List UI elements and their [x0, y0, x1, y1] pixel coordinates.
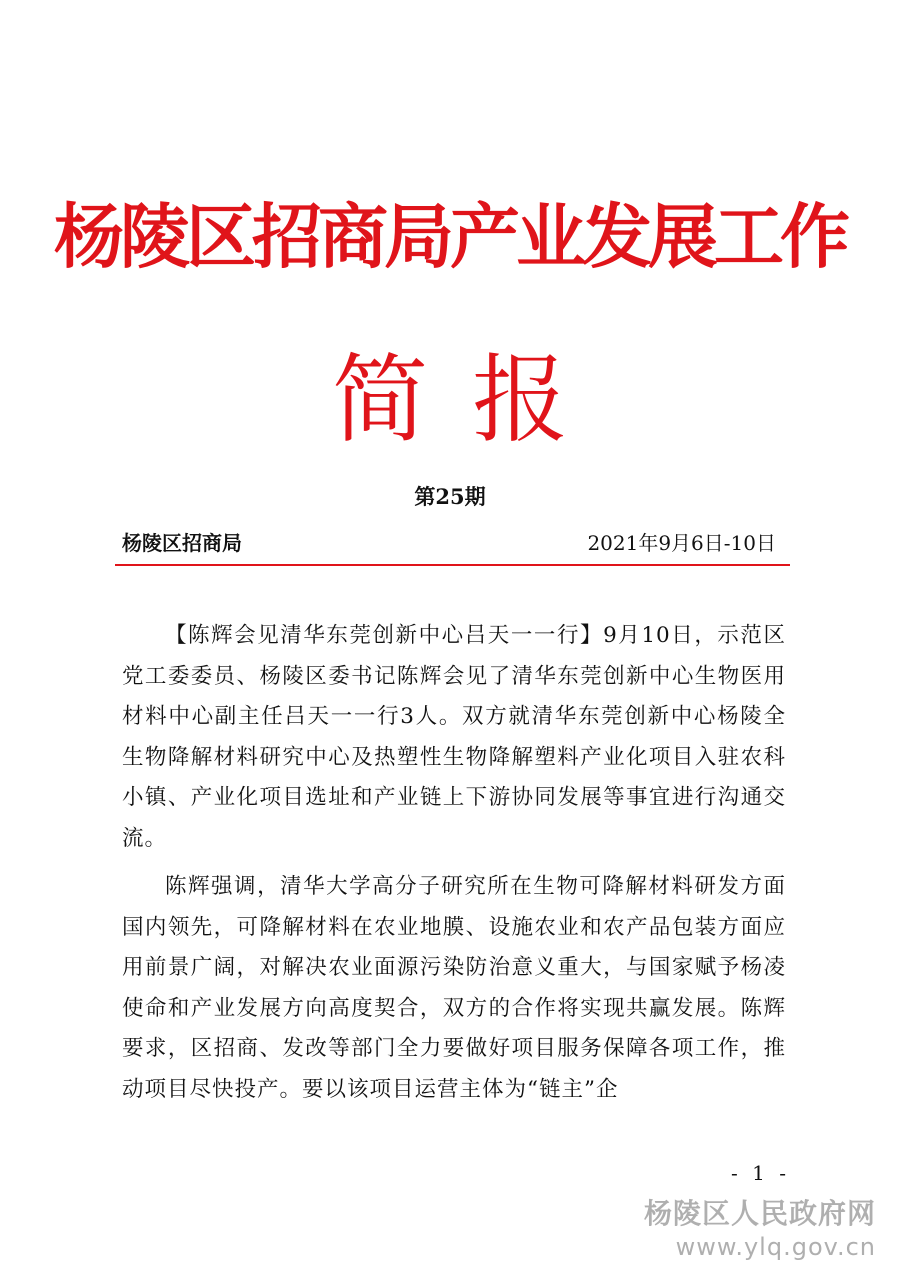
- body-paragraph-2: 陈辉强调，清华大学高分子研究所在生物可降解材料研发方面国内领先，可降解材料在农业地膜、设施农业和农产品包装方面应用前景广阔，对解决农业面源污染防治意义重大，与国家赋予杨凌使命和产业发展方向高度契合，双方的合作将实现共赢发展。陈辉要求，区招商、发改等部门全力要做好项目服务保障各项工作，推动项目尽快投产。要以该项目运营主体为“链主”企: [122, 874, 786, 1102]
- document-body: [122, 616, 786, 1118]
- document-subtitle: 简报: [332, 344, 612, 456]
- issue-number: 第25期: [414, 484, 486, 509]
- watermark-url: www.ylq.gov.cn: [675, 1233, 876, 1261]
- page-number: - 1 -: [731, 1161, 790, 1185]
- issue-date: 2021年9月6日-10日: [587, 531, 776, 555]
- document-title: 杨陵区招商局产业发展工作: [54, 196, 846, 278]
- issuer-name: 杨陵区招商局: [122, 531, 242, 555]
- header-divider: [115, 564, 790, 566]
- watermark: [644, 1196, 876, 1262]
- watermark-name: 杨陵区人民政府网: [643, 1197, 876, 1230]
- body-paragraph-1: 【陈辉会见清华东莞创新中心吕天一一行】9月10日，示范区党工委委员、杨陵区委书记陈辉会见了清华东莞创新中心生物医用材料中心副主任吕天一一行3人。双方就清华东莞创新中心杨陵全生物降解材料研究中心及热塑性生物降解塑料产业化项目入驻农科小镇、产业化项目选址和产业链上下游协同发展等事宜进行沟通交流。: [122, 623, 786, 851]
